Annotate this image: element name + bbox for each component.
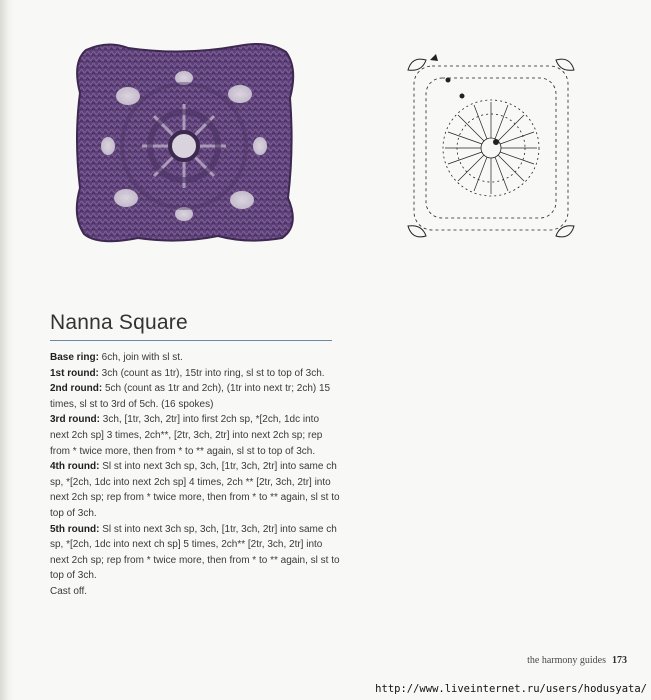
round-1: [50, 366, 340, 382]
crochet-chart-diagram: [400, 52, 582, 244]
crochet-square-photo: [68, 38, 300, 248]
round-text: Sl st into next 3ch sp, 3ch, [1tr, 3ch, 2tr] into same ch sp, *[2ch, 1dc into next 2ch sp] 4 times, 2ch ** [2tr, 3ch, 2tr] into next 2ch sp; rep from * twice more, then from * to ** again, sl st to top of 3ch.: [50, 461, 340, 519]
page-footer: [527, 655, 627, 666]
round-4: [50, 459, 340, 521]
round-5: [50, 522, 340, 584]
round-text: 6ch, join with sl st.: [98, 352, 183, 363]
cast-off: Cast off.: [50, 585, 88, 597]
round-text: Sl st into next 3ch sp, 3ch, [1tr, 3ch, 2tr] into same ch sp, *[2ch, 1dc into next ch sp] 5 times, 2ch** [2tr, 3ch, 2tr] into next 2ch sp; rep from * twice more, then from * to ** again, sl st to top of 3ch.: [50, 523, 340, 582]
round-3: [50, 412, 340, 459]
round-base: [50, 350, 340, 366]
round-2: [50, 381, 340, 412]
title-underline: [50, 340, 332, 341]
round-label: 3rd round:: [50, 414, 100, 426]
round-text: 3ch (count as 1tr), 15tr into ring, sl st to top of 3ch.: [98, 367, 325, 379]
pattern-title: Nanna Square: [50, 311, 188, 334]
page-number: 173: [612, 655, 627, 666]
source-url-watermark: http://www.liveinternet.ru/users/hodusyata/: [375, 683, 647, 695]
round-text: 3ch, [1tr, 3ch, 2tr] into first 2ch sp, *[2ch, 1dc into next 2ch sp] 3 times, 2ch**, [2tr, 3ch, 2tr] into next 2ch sp; rep from * twice more, then from * to ** again, sl st to top of 3ch.: [50, 414, 323, 457]
round-text: 5ch (count as 1tr and 2ch), (1tr into next tr; 2ch) 15 times, sl st to 3rd of 5ch. (16 spokes): [50, 383, 331, 410]
round-label: Base ring:: [50, 352, 99, 363]
round-label: 2nd round:: [50, 383, 103, 395]
page-gutter: [0, 0, 14, 700]
round-label: 1st round:: [50, 367, 99, 379]
pattern-instructions: [50, 350, 340, 600]
guide-name: the harmony guides: [527, 655, 606, 666]
round-label: 5th round:: [50, 523, 100, 535]
round-label: 4th round:: [50, 461, 100, 473]
